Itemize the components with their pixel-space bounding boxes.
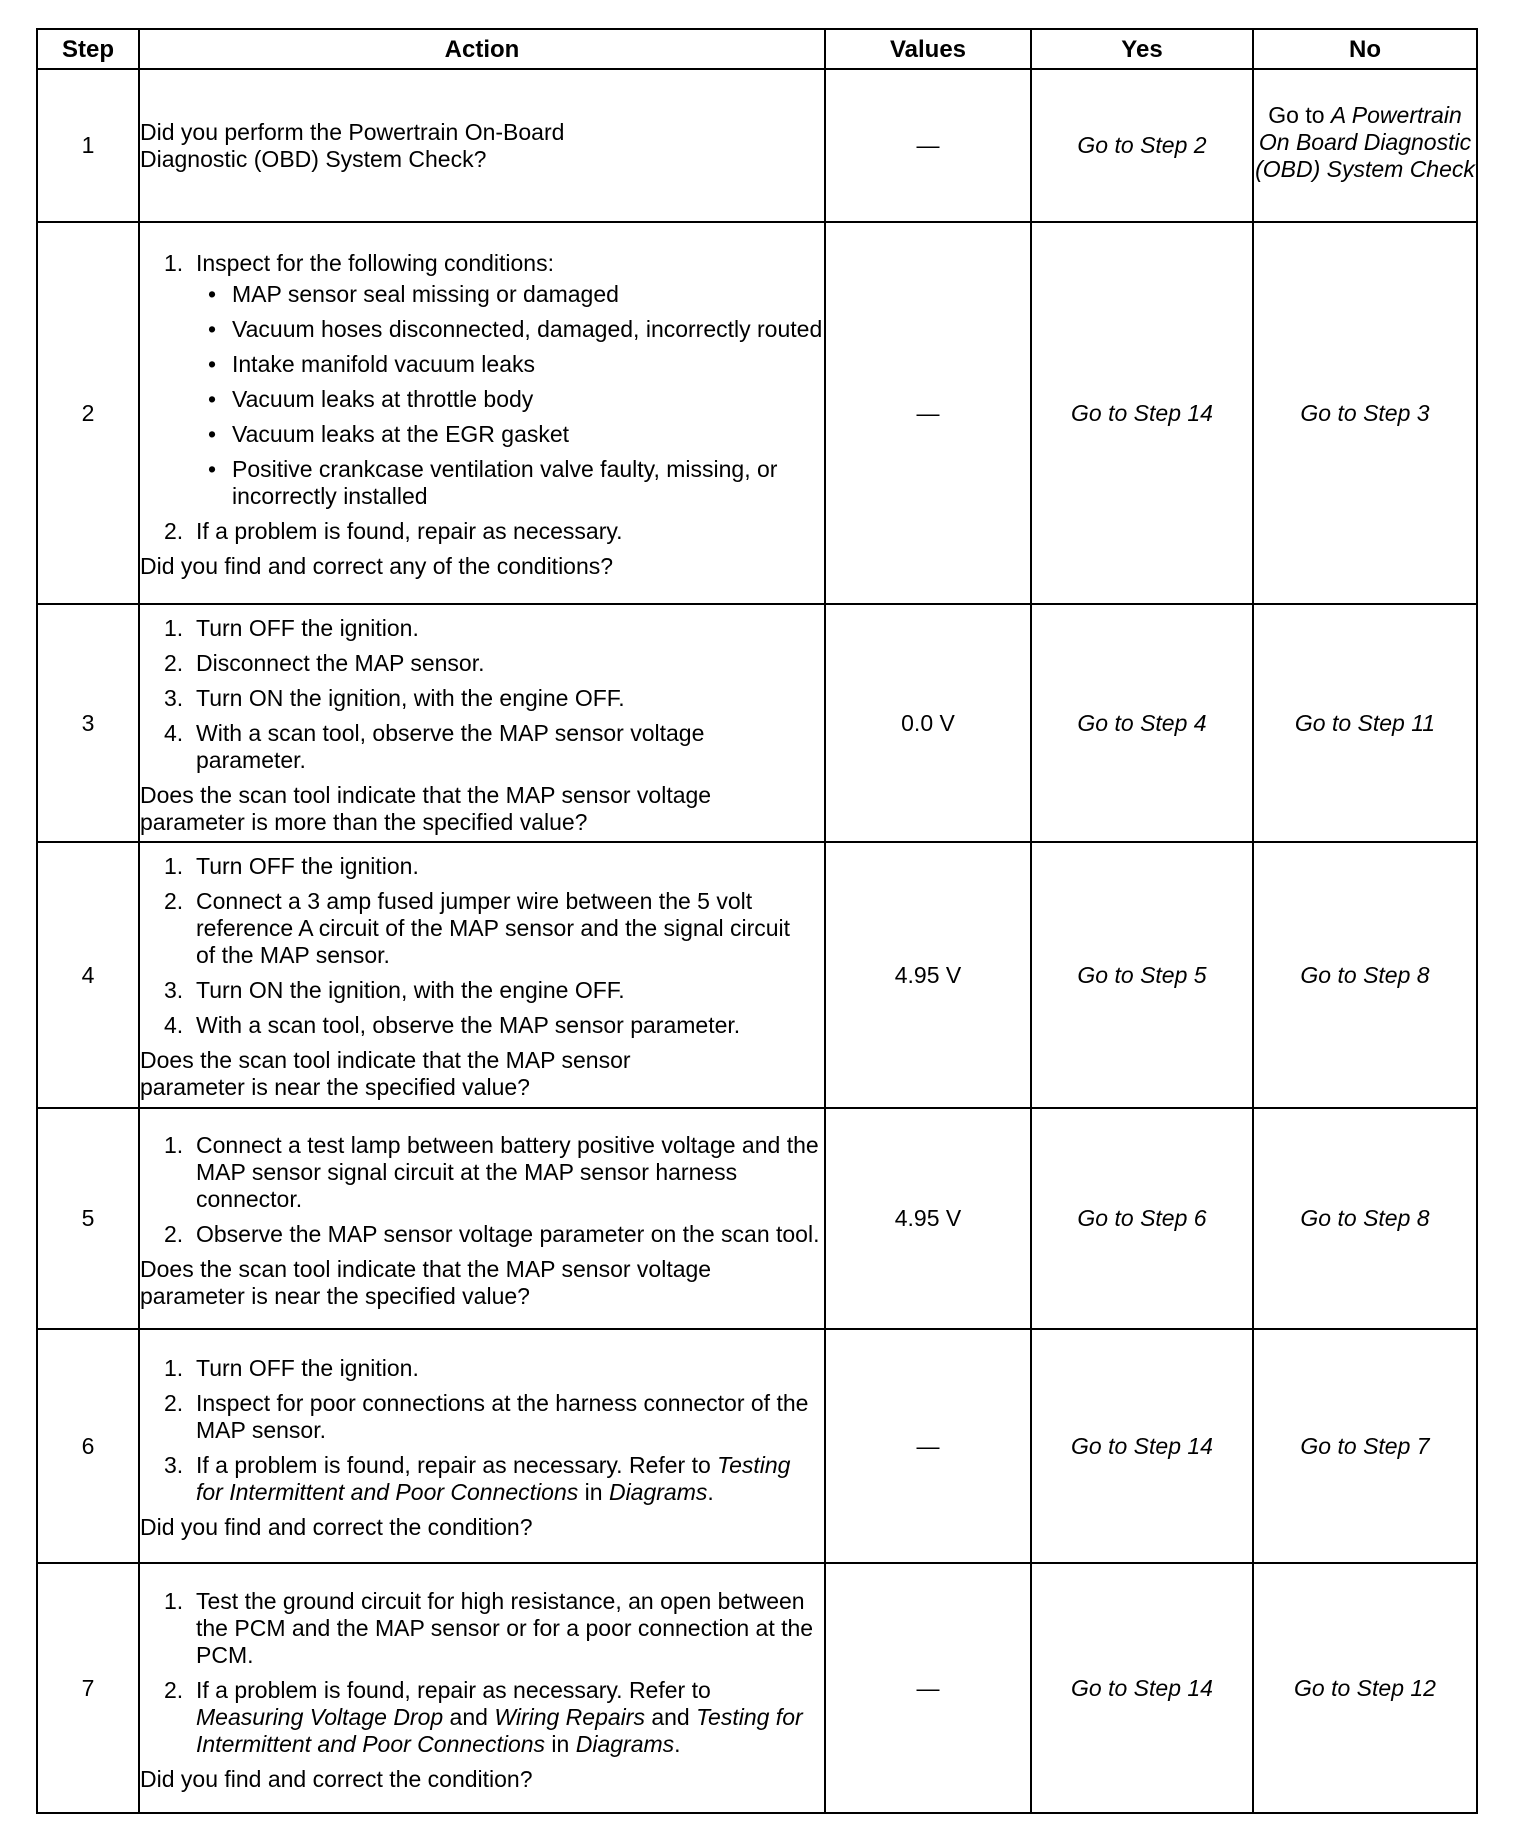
action-cell — [139, 1108, 825, 1329]
reference-link[interactable]: Diagrams — [575, 1730, 675, 1757]
instruction-item: 2. Observe the MAP sensor voltage parameter on the scan tool. — [164, 1220, 820, 1247]
action-cell — [139, 1563, 825, 1813]
action-cell — [139, 69, 825, 222]
reference-link[interactable]: Testing for Intermittent and Poor Connections — [196, 1452, 791, 1505]
no-cell[interactable]: Go to Step 11 — [1253, 604, 1477, 842]
reference-link[interactable]: Wiring Repairs — [494, 1703, 645, 1730]
step-row-6 — [37, 1329, 1477, 1563]
step-question: Did you perform the Powertrain On-Board Diagnostic (OBD) System Check? — [140, 118, 565, 172]
no-cell[interactable]: Go to Step 8 — [1253, 842, 1477, 1108]
instruction-item: 2. Inspect for poor connections at the harness connector of the MAP sensor. — [164, 1390, 809, 1443]
obd-check-link[interactable]: A Powertrain On Board Diagnostic (OBD) System Check — [1255, 102, 1475, 182]
instruction-number: 1. — [164, 250, 184, 276]
header-row — [37, 29, 1477, 69]
value-cell: 4.95 V — [825, 842, 1031, 1108]
step-question: Does the scan tool indicate that the MAP sensor parameter is near the specified value? — [140, 1047, 631, 1100]
instruction-list — [140, 853, 824, 1039]
no-cell[interactable]: Go to Step 7 — [1253, 1329, 1477, 1563]
no-cell[interactable] — [1253, 69, 1477, 222]
diagnostic-table — [36, 28, 1478, 1814]
step-row-1 — [37, 69, 1477, 222]
yes-cell[interactable]: Go to Step 14 — [1031, 222, 1253, 604]
header-no: No — [1253, 29, 1477, 69]
step-question: Does the scan tool indicate that the MAP sensor voltage parameter is near the specified value? — [140, 1255, 712, 1309]
instruction-item: 2. Disconnect the MAP sensor. — [164, 649, 485, 676]
instruction-item: 2. If a problem is found, repair as necessary. Refer to Measuring Voltage Drop and Wiring Repairs and Testing for Intermittent and Poor Connections in Diagrams. — [164, 1676, 803, 1757]
no-cell[interactable]: Go to Step 3 — [1253, 222, 1477, 604]
value-cell: 0.0 V — [825, 604, 1031, 842]
instruction-item — [140, 518, 824, 545]
no-cell[interactable]: Go to Step 8 — [1253, 1108, 1477, 1329]
action-cell — [139, 1329, 825, 1563]
reference-link[interactable]: Diagrams — [608, 1479, 708, 1505]
step-number: 5 — [37, 1108, 139, 1329]
instruction-list — [140, 250, 824, 545]
instruction-item: 2. Connect a 3 amp fused jumper wire between the 5 volt reference A circuit of the MAP sensor and the signal circuit of the MAP sensor. — [164, 888, 791, 968]
instruction-item: 4. With a scan tool, observe the MAP sensor voltage parameter. — [164, 719, 705, 773]
instruction-text: If a problem is found, repair as necessary. — [196, 518, 623, 544]
reference-link[interactable]: Measuring Voltage Drop — [196, 1703, 444, 1730]
yes-cell[interactable]: Go to Step 14 — [1031, 1329, 1253, 1563]
instruction-text: Inspect for the following conditions: — [196, 250, 554, 276]
condition-item: • Vacuum leaks at the EGR gasket — [208, 421, 570, 447]
yes-cell[interactable]: Go to Step 6 — [1031, 1108, 1253, 1329]
instruction-item: 1. Turn OFF the ignition. — [164, 614, 419, 641]
header-yes: Yes — [1031, 29, 1253, 69]
yes-cell[interactable]: Go to Step 4 — [1031, 604, 1253, 842]
condition-item: • Intake manifold vacuum leaks — [208, 351, 535, 377]
step-number: 4 — [37, 842, 139, 1108]
action-cell — [139, 842, 825, 1108]
reference-link[interactable]: Testing for Intermittent and Poor Connections — [196, 1703, 803, 1757]
step-number: 3 — [37, 604, 139, 842]
instruction-item: 1. Turn OFF the ignition. — [164, 853, 419, 879]
action-cell — [139, 604, 825, 842]
instruction-item: 1. Connect a test lamp between battery positive voltage and the MAP sensor signal circuit at the MAP sensor harness connector. — [164, 1131, 819, 1212]
instruction-item: 3. Turn ON the ignition, with the engine OFF. — [164, 684, 625, 711]
condition-item: • Positive crankcase ventilation valve faulty, missing, or incorrectly installed — [208, 456, 778, 509]
action-cell — [139, 222, 825, 604]
instruction-list — [140, 1588, 824, 1758]
header-values: Values — [825, 29, 1031, 69]
instruction-item: 4. With a scan tool, observe the MAP sensor parameter. — [164, 1012, 741, 1038]
instruction-item: 3. Turn ON the ignition, with the engine OFF. — [164, 977, 625, 1003]
step-question: Did you find and correct any of the conditions? — [140, 553, 614, 579]
condition-item: • Vacuum hoses disconnected, damaged, incorrectly routed — [208, 316, 823, 342]
instruction-item — [140, 250, 824, 510]
step-row-4 — [37, 842, 1477, 1108]
yes-cell[interactable]: Go to Step 5 — [1031, 842, 1253, 1108]
value-cell: 4.95 V — [825, 1108, 1031, 1329]
step-number: 2 — [37, 222, 139, 604]
step-row-5 — [37, 1108, 1477, 1329]
step-row-2 — [37, 222, 1477, 604]
instruction-item: 1. Turn OFF the ignition. — [164, 1355, 419, 1381]
value-cell: — — [825, 1329, 1031, 1563]
no-cell[interactable]: Go to Step 12 — [1253, 1563, 1477, 1813]
condition-list — [196, 281, 824, 510]
instruction-item: 1. Test the ground circuit for high resistance, an open between the PCM and the MAP sensor or for a poor connection at the PCM. — [164, 1587, 814, 1668]
value-cell: — — [825, 1563, 1031, 1813]
header-step: Step — [37, 29, 139, 69]
instruction-list — [140, 1132, 824, 1248]
instruction-list — [140, 1355, 824, 1506]
step-row-7 — [37, 1563, 1477, 1813]
value-cell: — — [825, 69, 1031, 222]
no-prefix: Go to — [1268, 102, 1331, 128]
value-cell: — — [825, 222, 1031, 604]
step-question: Does the scan tool indicate that the MAP sensor voltage parameter is more than the specified value? — [140, 781, 712, 835]
step-question: Did you find and correct the condition? — [140, 1765, 533, 1792]
instruction-item: 3. If a problem is found, repair as necessary. Refer to Testing for Intermittent and Poor Connections in Diagrams. — [164, 1452, 791, 1505]
step-number: 1 — [37, 69, 139, 222]
header-action: Action — [139, 29, 825, 69]
instruction-number: 2. — [164, 518, 184, 544]
condition-item: • Vacuum leaks at throttle body — [208, 386, 534, 412]
yes-cell[interactable]: Go to Step 14 — [1031, 1563, 1253, 1813]
instruction-list — [140, 615, 824, 774]
step-number: 7 — [37, 1563, 139, 1813]
step-row-3 — [37, 604, 1477, 842]
step-number: 6 — [37, 1329, 139, 1563]
condition-item: • MAP sensor seal missing or damaged — [208, 281, 619, 307]
step-question: Did you find and correct the condition? — [140, 1514, 533, 1540]
yes-cell[interactable]: Go to Step 2 — [1031, 69, 1253, 222]
